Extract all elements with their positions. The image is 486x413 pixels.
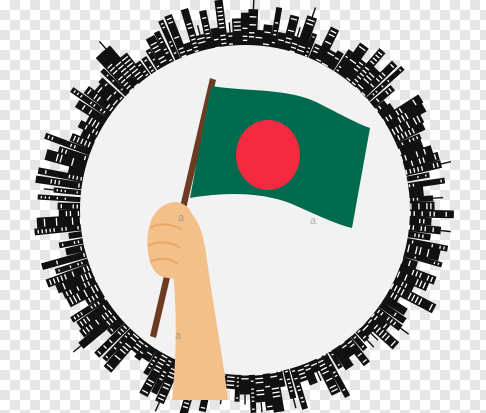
watermark-glyph: a — [310, 215, 317, 227]
watermark-glyph: a — [178, 212, 185, 224]
watermark-glyph: a — [175, 330, 182, 342]
flag-red-disc — [236, 120, 300, 190]
skyline-building — [38, 194, 88, 202]
